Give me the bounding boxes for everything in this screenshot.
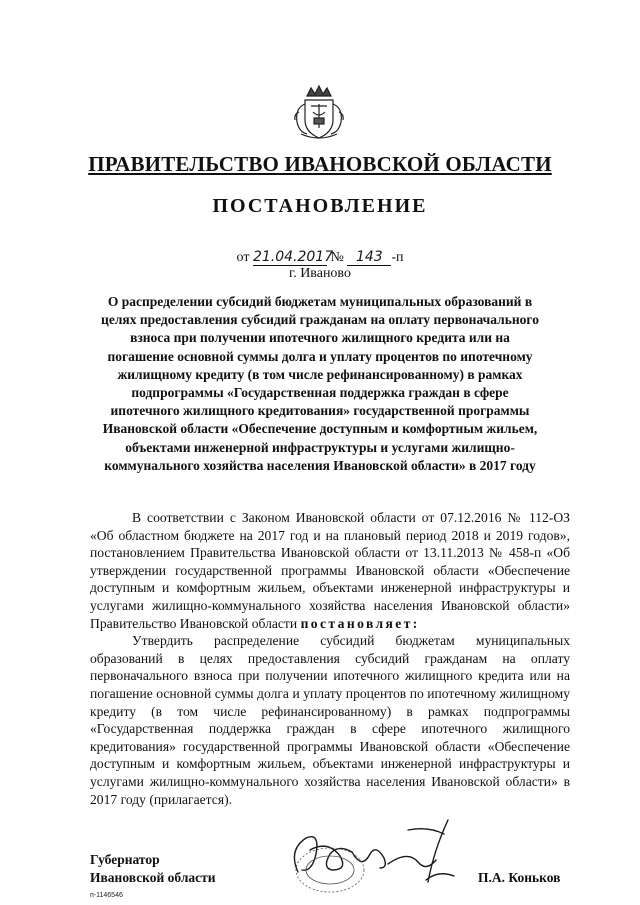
body-paragraph: В соответствии с Законом Ивановской области от 07.12.2016 № 112-ОЗ «Об областном бюджете на 2017 год и на плановый период 2018 и 2019 годов», постановлением Правительства Ивановской области от 13.11.2013 № 458-п «Об утверждении государственной программы Ивановской области «Обеспечение доступным и комфортным жильем, объектами инженерной инфраструктуры и услугами жилищно-коммунального хозяйства населения Ивановской области» Правительство Ивановской области постановляет: <box>90 510 570 631</box>
organization-title: ПРАВИТЕЛЬСТВО ИВАНОВСКОЙ ОБЛАСТИ <box>88 152 552 176</box>
document-date: 21.04.2017 <box>252 249 334 265</box>
city: г. Иваново <box>289 266 351 281</box>
number-prefix: № <box>330 250 344 265</box>
resolves-word: постановляет: <box>300 615 420 631</box>
date-number-line <box>0 249 640 267</box>
body-paragraph: Утвердить распределение субсидий бюджетам муниципальных образований в целях предоставления субсидий гражданам на оплату первоначального взноса при получении ипотечного жилищного кредита или на погашение основной суммы долга и уплату процентов по ипотечному жилищному кредиту (в том числе рефинансированному) в рамках подпрограммы «Государственная поддержка граждан в сфере ипотечного жилищного кредитования» государственной программы Ивановской области «Обеспечение доступным и комфортным жильем, объектами инженерной инфраструктуры и услугами жилищно-коммунального хозяйства населения Ивановской области» в 2017 году (прилагается). <box>90 633 570 807</box>
signer-position: Губернатор Ивановской области <box>90 852 216 885</box>
document-subject: О распределении субсидий бюджетам муниципальных образований в целях предоставления субсидий гражданам на оплату первоначального взноса при получении ипотечного жилищного кредита или на погашение основной суммы долга и уплату процентов по ипотечному жилищному кредиту (в том числе рефинансированному) в рамках подпрограммы «Государственная поддержка граждан в сфере ипотечного жилищного кредитования» государственной программы Ивановской области «Обеспечение доступным и комфортным жильем, объектами инженерной инфраструктуры и услугами жилищно-коммунального хозяйства населения Ивановской области» в 2017 году <box>101 294 539 473</box>
document-code: п-1146546 <box>90 892 123 899</box>
document-type: ПОСТАНОВЛЕНИЕ <box>212 195 428 217</box>
document-number: 143 <box>347 249 391 266</box>
date-prefix: от <box>236 250 250 265</box>
coat-of-arms-emblem <box>291 82 347 142</box>
handwritten-signature <box>258 810 478 900</box>
document-body <box>90 509 570 808</box>
number-suffix: -п <box>391 250 404 265</box>
signer-name: П.А. Коньков <box>478 870 561 885</box>
